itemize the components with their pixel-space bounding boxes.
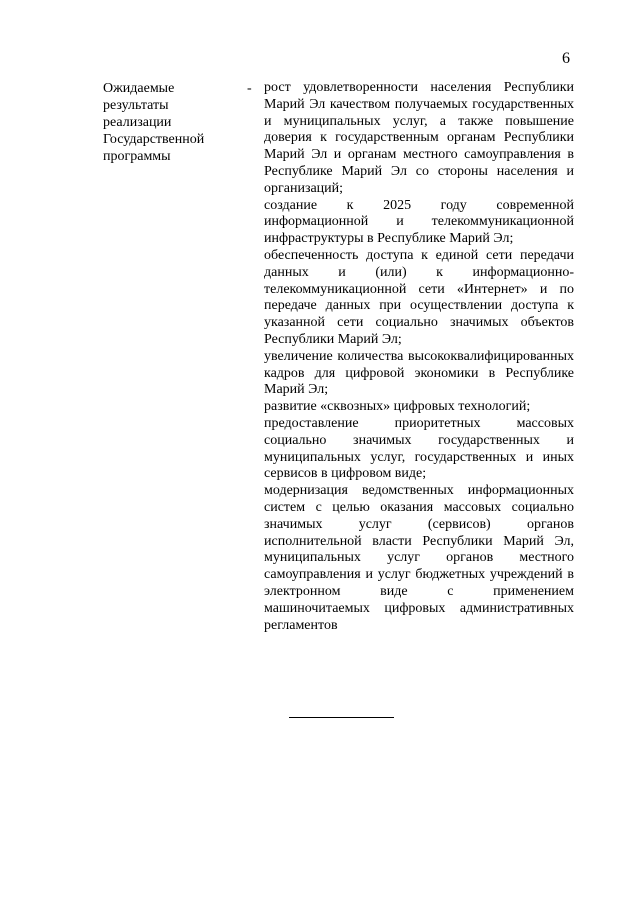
- result-item: развитие «сквозных» цифровых технологий;: [264, 399, 531, 415]
- section-label-line: реализации: [103, 115, 172, 130]
- page-number: 6: [562, 50, 570, 67]
- result-item: обеспеченность доступа к единой сети передачи данных и (или) к информационно-телекоммуникационной сети «Интернет» и по передаче данных при осуществлении доступа к указанной сети социально значимых объектов Республики Марий Эл;: [264, 247, 574, 347]
- result-item: создание к 2025 году современной информационной и телекоммуникационной инфраструктуры в Республике Марий Эл;: [264, 197, 574, 247]
- section-label-line: результаты: [103, 98, 169, 113]
- list-dash: -: [247, 81, 252, 96]
- result-item: рост удовлетворенности населения Республики Марий Эл качеством получаемых государственных и муниципальных услуг, а также повышение доверия к государственным органам Республики Марий Эл и органам местного самоуправления в Республике Марий Эл со стороны населения и организаций;: [264, 80, 574, 196]
- result-item: модернизация ведомственных информационных систем с целью оказания массовых социально значимых услуг (сервисов) органов исполнительной власти Республики Марий Эл, муниципальных услуг органов местного самоуправления и услуг бюджетных учреждений в электронном виде с применением машиночитаемых цифровых административных регламентов: [264, 483, 574, 633]
- section-label-line: Государственной: [103, 132, 205, 147]
- results-list: [264, 80, 574, 634]
- section-label-line: программы: [103, 149, 171, 164]
- closing-separator-line: [289, 717, 394, 718]
- section-label: [103, 80, 233, 165]
- section-label-line: Ожидаемые: [103, 81, 175, 96]
- result-item: увеличение количества высококвалифицированных кадров для цифровой экономики в Республике Марий Эл;: [264, 348, 574, 398]
- result-item: предоставление приоритетных массовых социально значимых государственных и муниципальных услуг, государственных и иных сервисов в цифровом виде;: [264, 415, 574, 482]
